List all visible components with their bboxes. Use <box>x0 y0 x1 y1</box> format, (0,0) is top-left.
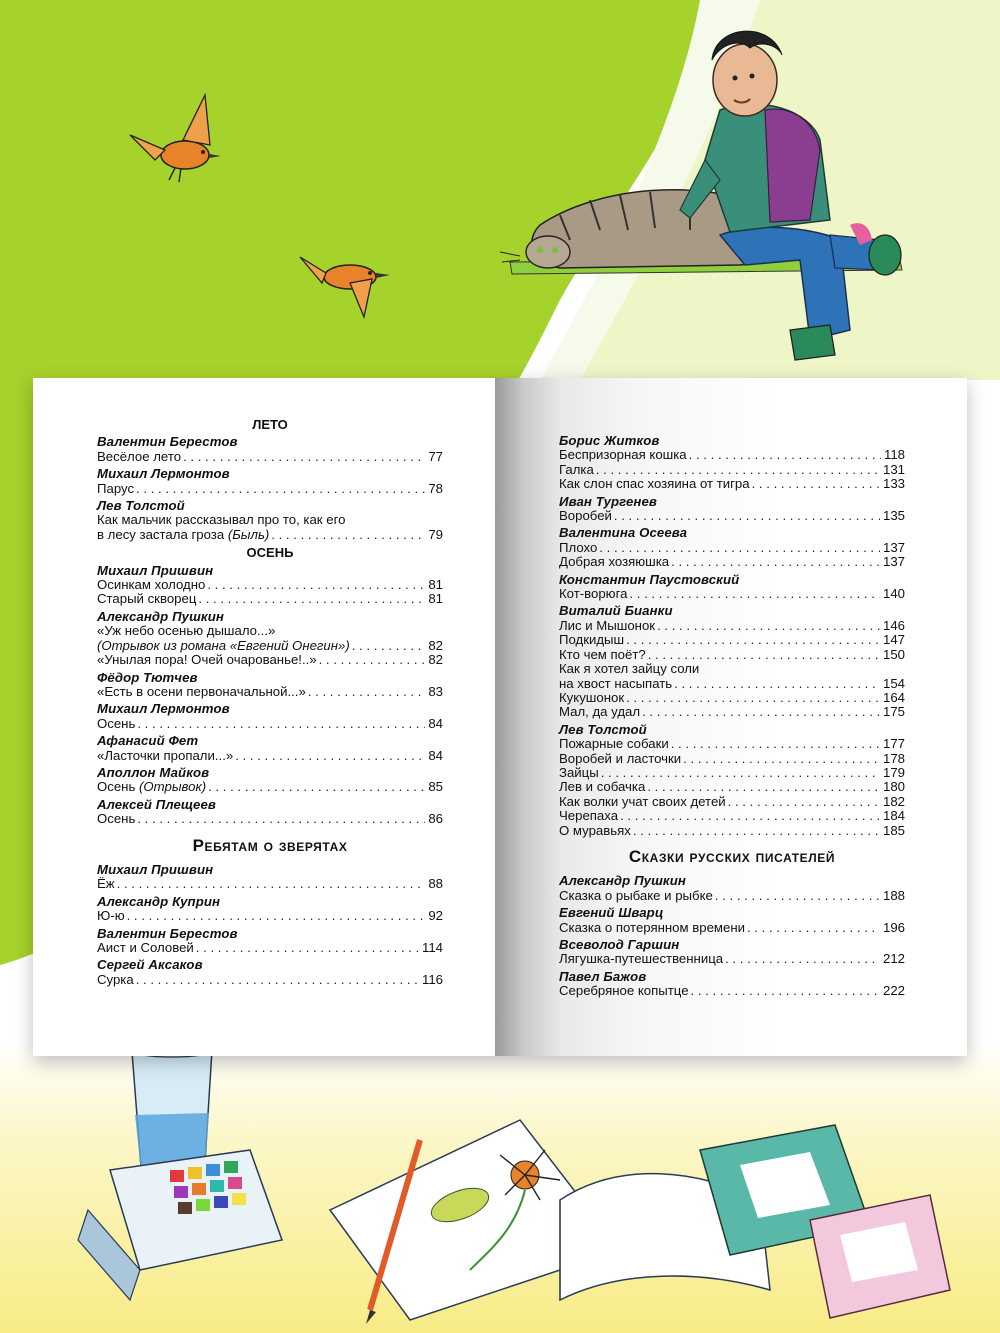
entry-title <box>97 450 183 464</box>
entry-title <box>97 877 117 891</box>
dot-leader <box>183 450 425 464</box>
page-number: 79 <box>428 526 443 542</box>
dot-leader <box>137 717 425 731</box>
author-name: Аполлон Майков <box>97 764 210 780</box>
page-number: 196 <box>882 919 905 935</box>
dot-leader <box>117 877 426 891</box>
toc-entry <box>559 766 905 780</box>
toc-entry <box>559 463 905 477</box>
entry-title-text: Кукушонок <box>559 689 625 705</box>
toc-entry <box>559 984 905 998</box>
page-number: 83 <box>428 683 443 699</box>
left-toc-column <box>97 418 443 987</box>
entry-title <box>559 809 620 823</box>
entry-title <box>559 677 674 691</box>
page-number: 131 <box>882 461 905 477</box>
entry-title <box>97 578 207 592</box>
author-name: Михаил Лермонтов <box>97 701 230 717</box>
entry-title <box>559 555 671 569</box>
entry-title-text: О муравьях <box>559 822 631 838</box>
toc-entry <box>97 450 443 464</box>
entry-title <box>97 941 196 955</box>
entry-title-text: Подкидыш <box>559 632 625 648</box>
page-number: 84 <box>428 747 443 763</box>
author-name: Фёдор Тютчев <box>97 669 198 685</box>
dot-leader <box>599 541 880 555</box>
author-name: Александр Куприн <box>97 893 221 909</box>
toc-entry <box>559 889 905 903</box>
toc-entry <box>97 973 443 987</box>
entry-title <box>559 587 629 601</box>
entry-title-text: Черепаха <box>559 808 619 824</box>
dot-leader <box>271 528 425 542</box>
page-number: 180 <box>882 779 905 795</box>
entry-title-text: Плохо <box>559 539 598 555</box>
author-name: Иван Тургенев <box>559 493 657 509</box>
toc-entry <box>97 909 443 923</box>
entry-title <box>559 889 715 903</box>
dot-leader <box>626 691 880 705</box>
left-page <box>33 378 495 1056</box>
page-number: 178 <box>882 750 905 766</box>
entry-title-text: Осень <box>97 811 136 827</box>
page-number: 118 <box>883 447 905 463</box>
dot-leader <box>671 737 880 751</box>
dot-leader <box>671 555 880 569</box>
entry-title <box>97 909 127 923</box>
toc-entry <box>97 578 443 592</box>
author-name: Всеволод Гаршин <box>559 937 680 952</box>
page-number: 137 <box>882 539 905 555</box>
dot-leader <box>136 482 425 496</box>
toc-entry <box>559 677 905 691</box>
entry-subtitle: (Отрывок из романа «Евгений Онегин») <box>97 637 350 653</box>
entry-subtitle: (Отрывок) <box>139 779 207 795</box>
page-number: 92 <box>428 908 443 924</box>
entry-title-text: на хвост насыпать <box>559 675 673 691</box>
toc-entry <box>97 812 443 826</box>
dot-leader <box>601 766 880 780</box>
page-number: 154 <box>882 675 905 691</box>
section-title: ОСЕНЬ <box>246 545 294 561</box>
entry-title <box>559 780 647 794</box>
author-name: Афанасий Фет <box>97 733 199 749</box>
entry-title <box>97 973 136 987</box>
page-number: 188 <box>882 887 905 903</box>
dot-leader <box>207 578 425 592</box>
entry-title-line: Как я хотел зайцу соли <box>559 661 700 677</box>
toc-entry <box>559 952 905 966</box>
entry-title <box>97 639 352 653</box>
page-number: 222 <box>882 983 905 999</box>
toc-entry <box>97 639 443 653</box>
entry-title <box>559 619 657 633</box>
toc-entry <box>559 555 905 569</box>
toc-entry <box>97 749 443 763</box>
author-name: Александр Пушкин <box>559 873 686 889</box>
toc-entry <box>559 448 905 462</box>
page-number: 82 <box>428 652 443 668</box>
page-number: 81 <box>428 577 443 593</box>
toc-entry <box>97 780 443 794</box>
entry-title <box>559 921 747 935</box>
author-name: Михаил Пришвин <box>97 861 214 877</box>
entry-title-text: Сурка <box>97 971 134 987</box>
toc-entry <box>559 795 905 809</box>
section-title: Ребятам о зверятах <box>192 835 348 855</box>
page-number: 86 <box>428 811 443 827</box>
entry-title-text: Старый скворец <box>97 591 197 607</box>
entry-title <box>559 752 683 766</box>
toc-entry <box>559 691 905 705</box>
entry-title-text: «Ласточки пропали...» <box>97 747 234 763</box>
dot-leader <box>747 921 880 935</box>
entry-title <box>559 509 614 523</box>
entry-title-line: «Уж небо осенью дышало...» <box>97 623 276 639</box>
entry-title-text: Весёлое лето <box>97 448 182 464</box>
dot-leader <box>648 648 880 662</box>
entry-title <box>559 448 689 462</box>
page-number: 84 <box>428 715 443 731</box>
entry-title-text: Парус <box>97 480 135 496</box>
entry-title <box>559 737 671 751</box>
entry-title-text: Лягушка-путешественница <box>559 951 724 967</box>
page-number: 133 <box>882 476 905 492</box>
author-name: Лев Толстой <box>97 498 185 514</box>
dot-leader <box>752 477 880 491</box>
dot-leader <box>683 752 880 766</box>
page-number: 88 <box>428 876 443 892</box>
entry-title-text: Кот-ворюга <box>559 586 628 602</box>
page-number: 147 <box>882 632 905 648</box>
author-name: Михаил Лермонтов <box>97 466 230 482</box>
toc-entry <box>559 587 905 601</box>
author-name: Сергей Аксаков <box>97 957 203 973</box>
entry-title <box>97 653 319 667</box>
entry-title <box>97 749 235 763</box>
entry-title <box>559 541 599 555</box>
author-name: Валентина Осеева <box>559 525 688 541</box>
entry-title <box>97 528 271 542</box>
page-number: 81 <box>428 591 443 607</box>
entry-title-text: Воробей и ласточки <box>559 750 682 766</box>
author-name: Александр Пушкин <box>97 608 224 624</box>
page-number: 185 <box>882 822 905 838</box>
entry-title <box>97 812 137 826</box>
toc-entry <box>97 941 443 955</box>
page-number: 164 <box>882 689 905 705</box>
dot-leader <box>689 448 881 462</box>
entry-title-text: Аист и Соловей <box>97 940 194 955</box>
entry-title <box>559 984 691 998</box>
dot-leader <box>674 677 880 691</box>
entry-title-text: Осинкам холодно <box>97 577 206 593</box>
toc-entry <box>559 619 905 633</box>
dot-leader <box>208 780 425 794</box>
entry-title-text: Пожарные собаки <box>559 736 669 752</box>
toc-entry <box>97 482 443 496</box>
entry-title <box>559 705 642 719</box>
page-number: 77 <box>428 448 443 464</box>
entry-title-text: Сказка о рыбаке и рыбке <box>559 887 713 903</box>
author-name: Михаил Пришвин <box>97 562 214 578</box>
dot-leader <box>352 639 426 653</box>
entry-title <box>97 780 208 794</box>
entry-title <box>97 685 308 699</box>
entry-title-text: Осень <box>97 779 136 795</box>
author-name: Павел Бажов <box>559 968 647 984</box>
entry-title-text: Как слон спас хозяина от тигра <box>559 476 750 492</box>
page-number: 212 <box>882 951 905 967</box>
toc-entry <box>97 592 443 606</box>
entry-title-text: Добрая хозяюшка <box>559 554 670 570</box>
entry-title <box>97 592 198 606</box>
author-name: Евгений Шварц <box>559 905 664 921</box>
toc-entry <box>559 752 905 766</box>
dot-leader <box>614 509 880 523</box>
toc-entry <box>97 717 443 731</box>
section-title: Сказки русских писателей <box>628 846 836 866</box>
toc-entry <box>559 780 905 794</box>
entry-subtitle: (Быль) <box>227 526 270 542</box>
book-spread <box>33 378 967 1056</box>
entry-title-text: Осень <box>97 715 136 731</box>
entry-title <box>559 633 626 647</box>
entry-title-text: Серебряное копытце <box>559 983 689 999</box>
page-number: 179 <box>882 764 905 780</box>
page-number: 116 <box>421 971 443 987</box>
entry-title <box>97 482 136 496</box>
page-number: 184 <box>882 808 905 824</box>
dot-leader <box>308 685 426 699</box>
dot-leader <box>633 824 880 838</box>
entry-title <box>559 691 626 705</box>
page-number: 137 <box>882 554 905 570</box>
right-toc-column <box>559 434 905 999</box>
entry-title-text: Ю-ю <box>97 908 125 924</box>
toc-entry <box>559 509 905 523</box>
entry-title-text: Сказка о потерянном времени <box>559 919 745 935</box>
entry-title <box>97 717 137 731</box>
page-number: 175 <box>882 704 905 720</box>
author-name: Константин Паустовский <box>559 571 740 587</box>
dot-leader <box>657 619 880 633</box>
dot-leader <box>626 633 880 647</box>
entry-title-text: Галка <box>559 461 594 477</box>
toc-entry <box>559 824 905 838</box>
page-number: 82 <box>428 637 443 653</box>
entry-title <box>559 795 728 809</box>
toc-entry <box>559 541 905 555</box>
dot-leader <box>620 809 880 823</box>
entry-title-text: Мал, да удал <box>559 704 641 720</box>
toc-entry <box>559 633 905 647</box>
page-number: 78 <box>428 480 443 496</box>
dot-leader <box>647 780 880 794</box>
entry-title <box>559 648 648 662</box>
page-number: 182 <box>882 793 905 809</box>
page-number: 135 <box>882 508 905 524</box>
section-title: ЛЕТО <box>252 417 288 432</box>
dot-leader <box>725 952 880 966</box>
toc-entry <box>559 809 905 823</box>
dot-leader <box>136 973 419 987</box>
entry-title-text: в лесу застала гроза <box>97 526 225 542</box>
author-name: Виталий Бианки <box>559 603 673 619</box>
toc-entry <box>559 648 905 662</box>
dot-leader <box>196 941 419 955</box>
dot-leader <box>629 587 880 601</box>
entry-title <box>559 952 725 966</box>
toc-entry <box>559 921 905 935</box>
author-name: Валентин Берестов <box>97 434 238 450</box>
entry-title-text: Воробей <box>559 508 612 524</box>
toc-entry <box>559 737 905 751</box>
page-number: 85 <box>428 779 443 795</box>
page-number: 146 <box>882 617 905 633</box>
dot-leader <box>596 463 880 477</box>
entry-title-line: Как мальчик рассказывал про то, как его <box>97 512 346 528</box>
dot-leader <box>715 889 880 903</box>
right-page <box>495 378 967 1056</box>
entry-title-text: Кто чем поёт? <box>559 646 646 662</box>
entry-title-text: «Унылая пора! Очей очарованье!..» <box>97 652 317 668</box>
page-number: 177 <box>882 736 905 752</box>
dot-leader <box>691 984 880 998</box>
toc-entry <box>559 477 905 491</box>
page-number: 150 <box>882 646 905 662</box>
entry-title-text: Лев и собачка <box>559 779 646 795</box>
toc-entry <box>97 685 443 699</box>
dot-leader <box>319 653 426 667</box>
author-name: Валентин Берестов <box>97 925 238 941</box>
dot-leader <box>198 592 425 606</box>
page-number: 140 <box>882 586 905 602</box>
toc-entry <box>559 705 905 719</box>
entry-title-text: «Есть в осени первоначальной...» <box>97 683 306 699</box>
entry-title-text: Ёж <box>97 876 115 892</box>
toc-entry <box>97 653 443 667</box>
entry-title-text: Беспризорная кошка <box>559 447 687 463</box>
toc-entry <box>97 528 443 542</box>
entry-title-text: Как волки учат своих детей <box>559 793 726 809</box>
page-number: 114 <box>421 940 443 955</box>
entry-title-text: Лис и Мышонок <box>559 617 656 633</box>
entry-title <box>559 766 601 780</box>
toc-entry <box>97 877 443 891</box>
entry-title <box>559 824 633 838</box>
entry-title-text: Зайцы <box>559 764 599 780</box>
author-name: Алексей Плещеев <box>97 796 216 812</box>
author-name: Борис Житков <box>559 433 660 448</box>
entry-title <box>559 463 596 477</box>
dot-leader <box>137 812 425 826</box>
dot-leader <box>642 705 880 719</box>
dot-leader <box>728 795 880 809</box>
entry-title <box>559 477 752 491</box>
dot-leader <box>235 749 425 763</box>
dot-leader <box>127 909 426 923</box>
author-name: Лев Толстой <box>559 721 647 737</box>
